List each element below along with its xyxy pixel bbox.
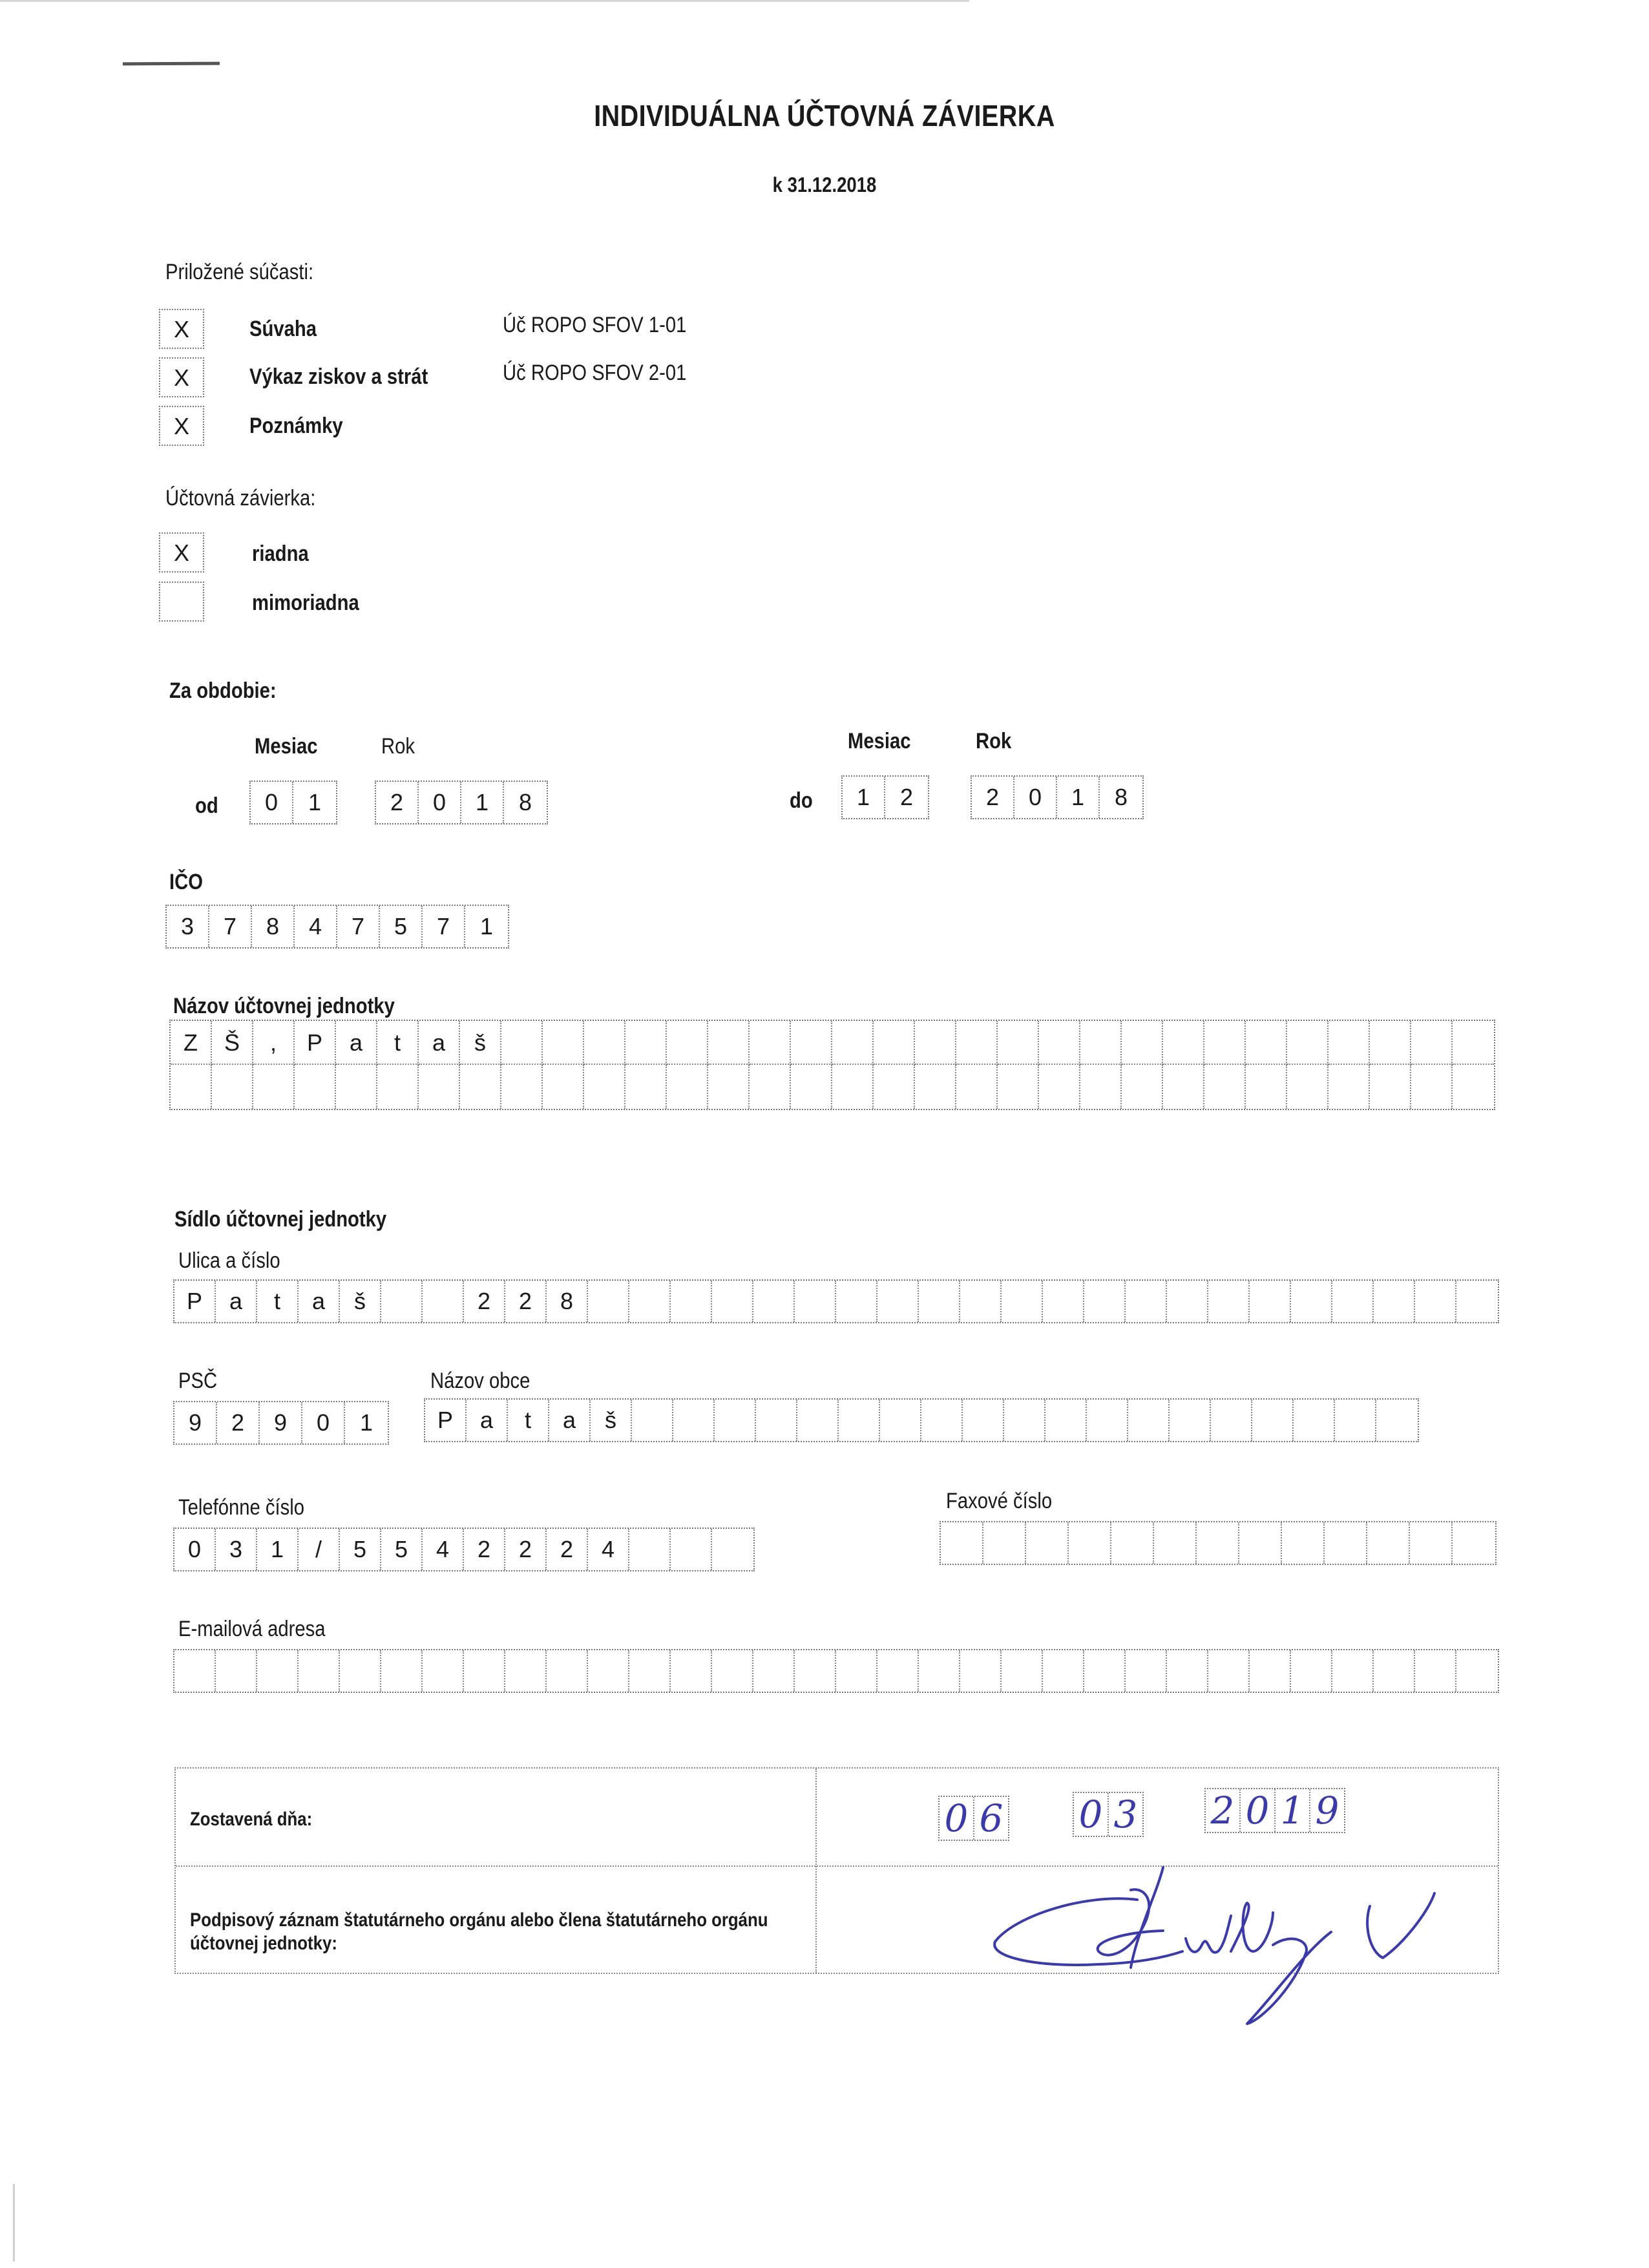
handwritten-signature (969, 1854, 1473, 2029)
digit-cell: 0 (419, 782, 461, 823)
char-cell (501, 1065, 543, 1109)
char-cell (547, 1650, 588, 1692)
char-cell (1370, 1021, 1411, 1065)
char-cell (1084, 1281, 1126, 1322)
digit-cell: 1 (359, 1409, 373, 1436)
char-cell (1415, 1281, 1456, 1322)
digit-cell: 4 (295, 906, 337, 947)
char-cell (921, 1400, 963, 1441)
char-cell (171, 1065, 212, 1109)
closing-option-riadna: riadna (252, 541, 309, 566)
checkbox-suvaha[interactable]: X (159, 309, 204, 349)
char-cell (1087, 1400, 1128, 1441)
char-cell (941, 1522, 983, 1564)
char-cell (460, 1065, 501, 1109)
char-cell: a (467, 1400, 508, 1441)
char-cell (1084, 1650, 1126, 1692)
char-cell (336, 1065, 377, 1109)
component-label-suvaha: Súvaha (249, 317, 317, 341)
char-cell (1456, 1650, 1498, 1692)
char-cell (419, 1065, 460, 1109)
char-cell (1370, 1065, 1411, 1109)
char-cell (588, 1281, 629, 1322)
char-cell (629, 1650, 671, 1692)
char-cell (1411, 1065, 1453, 1109)
char-cell (715, 1400, 756, 1441)
char-cell (1246, 1021, 1287, 1065)
street-label: Ulica a číslo (178, 1248, 280, 1273)
digit-cell: 1 (843, 777, 885, 818)
compiled-date-label: Zostavená dňa: (190, 1809, 313, 1830)
char-cell: 5 (381, 1529, 423, 1570)
char-cell (1325, 1522, 1367, 1564)
entity-name-row-1 (171, 1021, 1494, 1065)
closing-type-heading: Účtovná závierka: (165, 486, 316, 510)
char-cell (505, 1650, 547, 1692)
char-cell (1335, 1400, 1376, 1441)
char-cell (963, 1400, 1004, 1441)
checkbox-poznamky[interactable]: X (159, 406, 204, 446)
char-cell (1039, 1065, 1080, 1109)
char-cell (501, 1021, 543, 1065)
char-cell (1026, 1522, 1069, 1564)
char-cell (1239, 1522, 1282, 1564)
char-cell (1252, 1400, 1294, 1441)
char-cell (625, 1021, 667, 1065)
char-cell (791, 1065, 832, 1109)
entity-name-field[interactable] (169, 1020, 1495, 1110)
char-cell (295, 1065, 336, 1109)
closing-option-mimoriadna: mimoriadna (252, 591, 359, 615)
city-label: Názov obce (430, 1369, 530, 1393)
ico-label: IČO (169, 870, 203, 894)
email-field[interactable] (173, 1649, 1499, 1693)
char-cell: a (419, 1021, 460, 1065)
char-cell (1376, 1400, 1418, 1441)
char-cell (919, 1650, 960, 1692)
char-cell (1329, 1021, 1370, 1065)
checkbox-riadna[interactable]: X (159, 532, 204, 572)
entity-name-row-2 (171, 1065, 1494, 1109)
char-cell (956, 1065, 998, 1109)
char-cell (1167, 1281, 1208, 1322)
char-cell (253, 1065, 295, 1109)
scan-edge-line (0, 0, 969, 2)
char-cell (753, 1281, 795, 1322)
fax-label: Faxové číslo (946, 1489, 1053, 1513)
char-cell (673, 1400, 715, 1441)
digit-cell: 8 (252, 906, 295, 947)
char-cell (216, 1650, 257, 1692)
char-cell (1122, 1021, 1163, 1065)
char-cell: 2 (505, 1529, 547, 1570)
char-cell (1043, 1650, 1084, 1692)
char-cell: P (425, 1400, 467, 1441)
char-cell (1211, 1400, 1252, 1441)
char-cell (1170, 1400, 1211, 1441)
char-cell (174, 1650, 216, 1692)
signature-label-line-1: Podpisový záznam štatutárneho orgánu alebo člena štatutárneho orgánu (190, 1909, 768, 1931)
char-cell (795, 1650, 836, 1692)
char-cell (712, 1281, 753, 1322)
char-cell: 0 (174, 1529, 216, 1570)
char-cell (839, 1400, 880, 1441)
phone-label: Telefónne číslo (178, 1495, 305, 1520)
char-cell (667, 1065, 708, 1109)
char-cell (299, 1650, 340, 1692)
char-cell (1374, 1650, 1415, 1692)
char-cell (1126, 1650, 1167, 1692)
char-cell (1453, 1065, 1494, 1109)
char-cell (1197, 1522, 1239, 1564)
checkbox-mimoriadna[interactable] (159, 582, 204, 622)
document-date: k 31.12.2018 (772, 173, 877, 196)
digit-cell: 2 (217, 1402, 260, 1444)
char-cell (381, 1281, 423, 1322)
digit-cell: 2 (376, 782, 419, 823)
digit-cell: 7 (423, 906, 465, 947)
char-cell (960, 1281, 1002, 1322)
fax-field[interactable] (940, 1521, 1497, 1565)
ico-field[interactable] (165, 905, 509, 949)
char-cell (1111, 1522, 1154, 1564)
city-field[interactable] (424, 1398, 1419, 1442)
zip-label: PSČ (178, 1369, 218, 1393)
char-cell (880, 1400, 921, 1441)
char-cell (1004, 1400, 1045, 1441)
component-code-suvaha: Úč ROPO SFOV 1-01 (503, 313, 687, 337)
corner-mark (123, 62, 220, 66)
date-day-field[interactable] (938, 1796, 1009, 1841)
char-cell: t (377, 1021, 419, 1065)
char-cell (1208, 1281, 1250, 1322)
char-cell (1415, 1650, 1456, 1692)
char-cell: / (299, 1529, 340, 1570)
char-cell: t (508, 1400, 549, 1441)
char-cell: a (336, 1021, 377, 1065)
char-cell: 8 (547, 1281, 588, 1322)
email-label: E-mailová adresa (178, 1617, 326, 1641)
char-cell (1291, 1281, 1332, 1322)
char-cell (1287, 1021, 1329, 1065)
char-cell (753, 1650, 795, 1692)
char-cell (983, 1522, 1026, 1564)
char-cell (877, 1650, 919, 1692)
date-month-field[interactable] (1073, 1792, 1144, 1837)
document-title: INDIVIDUÁLNA ÚČTOVNÁ ZÁVIERKA (594, 99, 1055, 132)
signature-label-line-2: účtovnej jednotky: (190, 1933, 337, 1954)
char-cell (1002, 1281, 1043, 1322)
char-cell: t (257, 1281, 299, 1322)
char-cell: 4 (588, 1529, 629, 1570)
char-cell (795, 1281, 836, 1322)
entity-name-label: Názov účtovnej jednotky (173, 994, 395, 1018)
digit-cell: 1 (308, 789, 322, 815)
char-cell (1453, 1021, 1494, 1065)
char-cell (919, 1281, 960, 1322)
digit-cell: 5 (380, 906, 423, 947)
from-month-field[interactable] (249, 781, 337, 824)
char-cell (1332, 1650, 1374, 1692)
date-digit: 2 (1206, 1789, 1241, 1832)
digit-cell: 2 (972, 777, 1014, 818)
char-cell (1287, 1065, 1329, 1109)
char-cell: š (460, 1021, 501, 1065)
char-cell (423, 1650, 464, 1692)
to-label: do (790, 788, 813, 813)
char-cell (1163, 1021, 1204, 1065)
char-cell (1291, 1650, 1332, 1692)
char-cell (1128, 1400, 1170, 1441)
digit-cell: 0 (302, 1402, 345, 1444)
char-cell: P (174, 1281, 216, 1322)
char-cell (750, 1065, 791, 1109)
address-heading: Sídlo účtovnej jednotky (174, 1207, 387, 1232)
scan-edge-mark (13, 2184, 15, 2262)
char-cell (1294, 1400, 1335, 1441)
char-cell (1080, 1021, 1122, 1065)
char-cell: 3 (216, 1529, 257, 1570)
char-cell (629, 1529, 671, 1570)
component-label-poznamky: Poznámky (249, 414, 343, 438)
char-cell: a (549, 1400, 591, 1441)
char-cell (1453, 1522, 1495, 1564)
char-cell (750, 1021, 791, 1065)
char-cell (956, 1021, 998, 1065)
char-cell (915, 1065, 956, 1109)
char-cell: P (295, 1021, 336, 1065)
char-cell (791, 1021, 832, 1065)
to-month-field[interactable] (841, 775, 929, 819)
char-cell (1410, 1522, 1453, 1564)
char-cell: 1 (257, 1529, 299, 1570)
period-heading: Za obdobie: (169, 678, 277, 703)
char-cell (584, 1021, 625, 1065)
from-month-label: Mesiac (255, 734, 318, 759)
char-cell: 2 (464, 1281, 505, 1322)
char-cell (588, 1650, 629, 1692)
date-digit: 0 (1241, 1789, 1276, 1832)
char-cell (1411, 1021, 1453, 1065)
digit-cell: 8 (1114, 784, 1128, 810)
char-cell (998, 1021, 1039, 1065)
char-cell (874, 1065, 915, 1109)
char-cell (1250, 1281, 1291, 1322)
date-digit: 6 (979, 1796, 1003, 1840)
from-label: od (195, 793, 218, 818)
digit-cell: 3 (167, 906, 209, 947)
char-cell (212, 1065, 253, 1109)
char-cell (1456, 1281, 1498, 1322)
char-cell: , (253, 1021, 295, 1065)
char-cell (1154, 1522, 1197, 1564)
char-cell (667, 1021, 708, 1065)
char-cell (464, 1650, 505, 1692)
char-cell (1204, 1065, 1246, 1109)
digit-cell: 1 (1057, 777, 1100, 818)
char-cell (381, 1650, 423, 1692)
char-cell (1122, 1065, 1163, 1109)
char-cell (1126, 1281, 1167, 1322)
date-digit: 1 (1276, 1789, 1310, 1832)
digit-cell: 7 (337, 906, 380, 947)
char-cell (625, 1065, 667, 1109)
date-digit: 9 (1315, 1789, 1339, 1832)
date-digit: 3 (1113, 1792, 1138, 1836)
char-cell: 5 (340, 1529, 381, 1570)
char-cell (1002, 1650, 1043, 1692)
char-cell (1282, 1522, 1325, 1564)
char-cell (874, 1021, 915, 1065)
char-cell (257, 1650, 299, 1692)
char-cell (377, 1065, 419, 1109)
date-year-field[interactable] (1204, 1788, 1345, 1833)
char-cell (671, 1650, 712, 1692)
char-cell (1167, 1650, 1208, 1692)
to-year-field[interactable] (971, 775, 1144, 819)
char-cell (836, 1281, 877, 1322)
char-cell (1246, 1065, 1287, 1109)
char-cell: Š (212, 1021, 253, 1065)
date-digit: 0 (1074, 1793, 1109, 1836)
from-year-field[interactable] (375, 781, 548, 824)
char-cell (797, 1400, 839, 1441)
digit-cell: 0 (1014, 777, 1057, 818)
char-cell: 2 (464, 1529, 505, 1570)
char-cell (877, 1281, 919, 1322)
char-cell (423, 1281, 464, 1322)
digit-cell: 8 (518, 789, 532, 815)
char-cell (960, 1650, 1002, 1692)
char-cell (584, 1065, 625, 1109)
component-label-vykaz: Výkaz ziskov a strát (249, 364, 428, 389)
char-cell (1204, 1021, 1246, 1065)
char-cell (1163, 1065, 1204, 1109)
char-cell (1374, 1281, 1415, 1322)
char-cell: a (216, 1281, 257, 1322)
char-cell: š (591, 1400, 632, 1441)
digit-cell: 9 (174, 1402, 217, 1444)
char-cell (708, 1021, 750, 1065)
char-cell (756, 1400, 797, 1441)
char-cell: 2 (505, 1281, 547, 1322)
date-digit: 0 (940, 1797, 974, 1840)
components-heading: Priložené súčasti: (165, 260, 314, 284)
char-cell: a (299, 1281, 340, 1322)
component-code-vykaz: Úč ROPO SFOV 2-01 (503, 361, 687, 385)
digit-cell: 2 (899, 784, 914, 810)
char-cell (998, 1065, 1039, 1109)
char-cell (543, 1065, 584, 1109)
digit-cell: 1 (479, 913, 494, 940)
char-cell (629, 1281, 671, 1322)
char-cell (1069, 1522, 1111, 1564)
char-cell: Z (171, 1021, 212, 1065)
char-cell (915, 1021, 956, 1065)
char-cell (836, 1650, 877, 1692)
char-cell: š (340, 1281, 381, 1322)
char-cell (543, 1021, 584, 1065)
checkbox-vykaz[interactable]: X (159, 357, 204, 397)
char-cell (1080, 1065, 1122, 1109)
char-cell (632, 1400, 673, 1441)
char-cell: 4 (423, 1529, 464, 1570)
char-cell (1332, 1281, 1374, 1322)
char-cell (708, 1065, 750, 1109)
char-cell (1045, 1400, 1087, 1441)
phone-field[interactable] (173, 1528, 755, 1571)
char-cell (1329, 1065, 1370, 1109)
to-month-label: Mesiac (848, 729, 911, 753)
digit-cell: 7 (209, 906, 252, 947)
digit-cell: 1 (461, 782, 504, 823)
char-cell (1039, 1021, 1080, 1065)
zip-field[interactable] (173, 1401, 389, 1445)
char-cell (712, 1529, 753, 1570)
char-cell (1367, 1522, 1410, 1564)
char-cell (712, 1650, 753, 1692)
street-field[interactable] (173, 1279, 1499, 1323)
char-cell (340, 1650, 381, 1692)
char-cell (1043, 1281, 1084, 1322)
char-cell (671, 1529, 712, 1570)
from-year-label: Rok (381, 734, 415, 759)
char-cell (832, 1021, 874, 1065)
digit-cell: 9 (260, 1402, 302, 1444)
to-year-label: Rok (976, 729, 1012, 753)
char-cell: 2 (547, 1529, 588, 1570)
digit-cell: 0 (251, 782, 293, 823)
char-cell (1208, 1650, 1250, 1692)
char-cell (832, 1065, 874, 1109)
char-cell (1250, 1650, 1291, 1692)
char-cell (671, 1281, 712, 1322)
